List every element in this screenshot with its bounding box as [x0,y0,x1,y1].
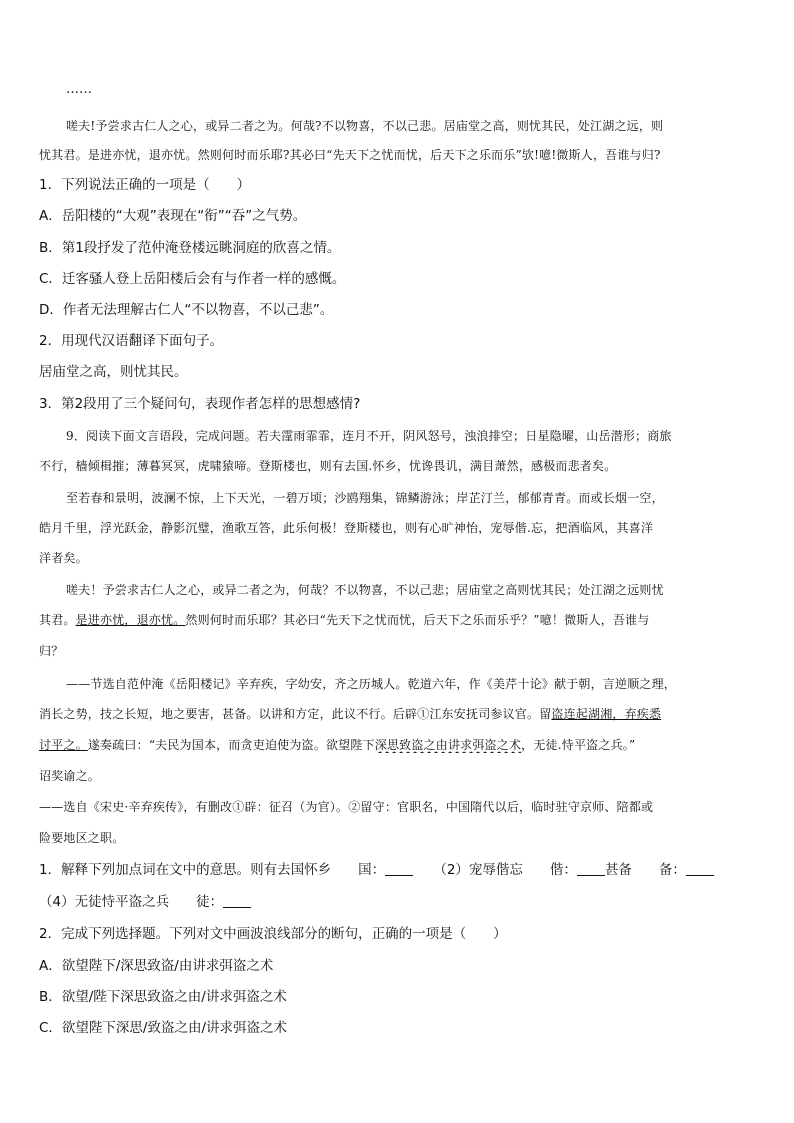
option-a: A．岳阳楼的“大观”表现在“衔”“吞”之气势。 [39,208,307,224]
passage-line: 忧其君。是进亦忧，退亦忧。然则何时而乐耶?其必曰“先天下之忧而忧，后天下之乐而乐”欤!噫!微斯人，吾谁与归? [39,148,661,162]
text-run: ，无徒.恃平盗之兵。” [521,738,636,752]
source-note: ——选自《宋史·辛弃疾传》，有删改①辟：征召（为官）。②留守：官职名，中国隋代以后，临时驻守京师、陪都或 [39,800,654,814]
question-stem: 2．用现代汉语翻译下面句子。 [39,333,224,349]
passage-line: 至若春和景明，波澜不惊，上下天光，一碧万顷；沙鸥翔集，锦鳞游泳；岸芷汀兰，郁郁青青。而或长烟一空， [66,491,664,505]
passage-line [39,612,757,628]
answer-blank[interactable] [686,863,714,876]
underlined-text: 讨平之。 [39,738,88,752]
question-stem: 3．第2段用了三个疑问句，表现作者怎样的思想感情? [39,396,361,412]
answer-blank[interactable] [385,863,413,876]
passage-line: 不行，樯倾楫摧；薄暮冥冥，虎啸猿啼。登斯楼也，则有去国.怀乡，忧谗畏讥，满目萧然，感极而悲者矣。 [39,459,617,473]
text-run: 其君。 [39,613,76,627]
text-run: （4）无徒恃平盗之兵 徒： [39,894,224,910]
passage-line: 归？ [39,644,64,658]
underlined-text: 盗连起湖湘，弃疾悉 [551,707,662,721]
source-note: 险要地区之职。 [39,831,125,845]
answer-blank[interactable] [223,895,251,908]
text-run: 然则何时而乐耶？其必曰“先天下之忧而忧，后天下之乐而乐乎？”噫！微斯人，吾谁与 [185,613,650,627]
text-run: （2）宠辱偕忘 偕： [440,862,577,878]
underlined-text: 是进亦忧，退亦忧。 [75,613,186,627]
text-run: 遂奏疏曰：“夫民为国本，而贪吏迫使为盗。欲望陛下 [87,738,375,752]
option-a: A．欲望陛下/深思致盗/由讲求弭盗之术 [39,958,274,974]
option-c: C．迁客骚人登上岳阳楼后会有与作者一样的感慨。 [39,271,346,287]
question-stem [39,862,757,878]
option-c: C．欲望陛下深思/致盗之由/讲求弭盗之术 [39,1020,288,1036]
passage-line: 洋者矣。 [39,551,88,565]
passage-line [39,706,757,722]
question-stem [39,894,757,910]
passage-line: 诏奖谕之。 [39,769,101,783]
translate-sentence: 居庙堂之高，则忧其民。 [39,364,188,380]
text-run: 1．解释下列加点词在文中的意思。则有去国怀乡 国： [39,862,386,878]
passage-line [39,737,757,753]
option-d: D．作者无法理解古仁人“不以物喜，不以己悲”。 [39,302,334,318]
passage-line: 皓月千里，浮光跃金，静影沉璧，渔歌互答，此乐何极！登斯楼也，则有心旷神怡，宠辱偕.忘，把酒临风，其喜洋 [39,521,654,535]
passage-line: 嗟夫！予尝求古仁人之心，或异二者之为，何哉？不以物喜，不以己悲；居庙堂之高则忧其民；处江湖之远则忧 [66,583,664,597]
passage-line: ——节选自范仲淹《岳阳楼记》辛弃疾，字幼安，齐之历城人。乾道六年，作《美芹十论》献于朝，言逆顺之理， [66,677,677,691]
passage-line: 嗟夫!予尝求古仁人之心，或异二者之为。何哉?不以物喜，不以己悲。居庙堂之高，则忧其民，处江湖之远，则 [66,119,664,133]
text-run: 消长之势，技之长短，地之要害，甚备。以讲和方定，此议不行。后辟①江东安抚司参议官。留 [39,707,552,721]
ellipsis: …… [66,82,92,97]
answer-blank[interactable] [577,863,605,876]
question-stem: 2．完成下列选择题。下列对文中画波浪线部分的断句，正确的一项是（ ） [39,926,507,942]
wavy-underlined-text: 深思致盗之由讲求弭盗之术 [374,738,522,752]
option-b: B．第1段抒发了范仲淹登楼远眺洞庭的欣喜之情。 [39,240,341,256]
question-stem: 1．下列说法正确的一项是（ ） [39,177,251,193]
option-b: B．欲望/陛下深思致盗之由/讲求弭盗之术 [39,989,287,1005]
text-run: 甚备 备： [604,862,686,878]
passage-line: 9．阅读下面文言语段，完成问题。若夫霪雨霏霏，连月不开，阴风怒号，浊浪排空；日星隐曜，山岳潜形；商旅 [66,429,672,443]
